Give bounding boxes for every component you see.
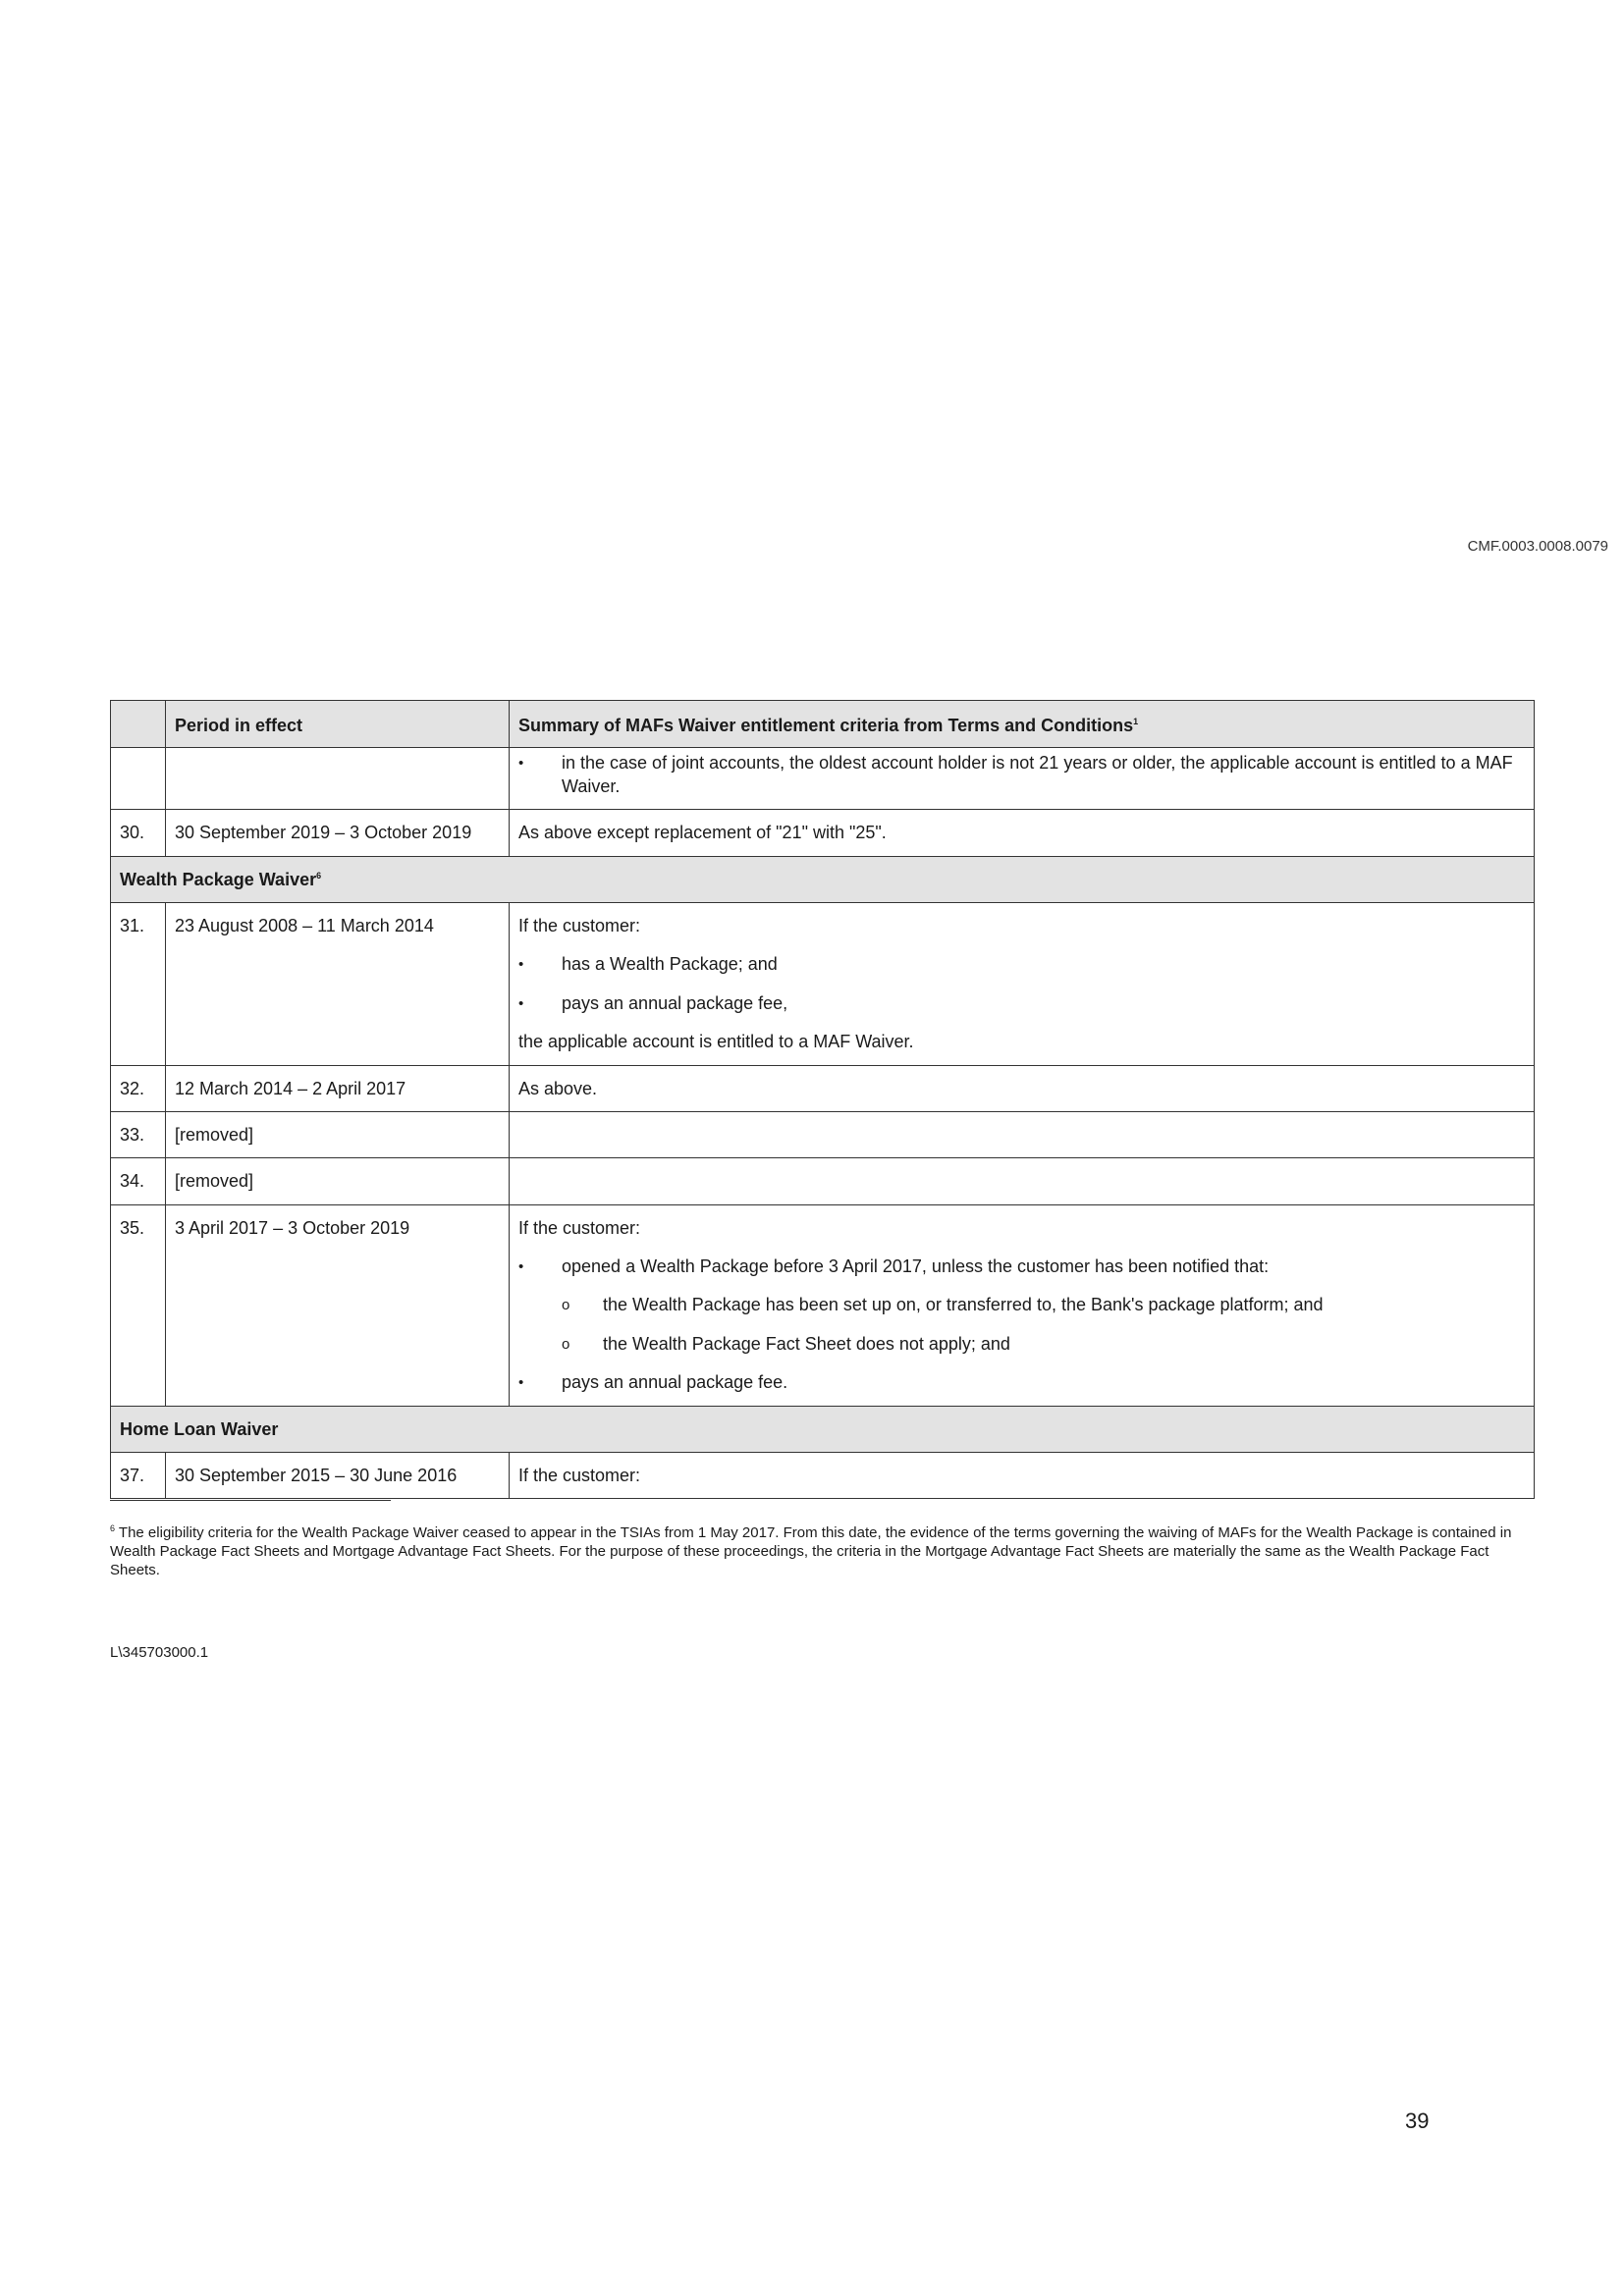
bullet-text: opened a Wealth Package before 3 April 2017, unless the customer has been notified that: bbox=[562, 1256, 1270, 1277]
period-cell: 3 April 2017 – 3 October 2019 bbox=[166, 1204, 510, 1406]
table-row-35 bbox=[111, 1204, 1535, 1406]
footnote-marker: 6 bbox=[110, 1523, 116, 1533]
sub-bullet-marker: o bbox=[562, 1297, 570, 1314]
period-cell: 30 September 2019 – 3 October 2019 bbox=[166, 810, 510, 856]
row-number-cell: 32. bbox=[111, 1065, 166, 1111]
table-header-row bbox=[111, 701, 1535, 748]
table-row-34 bbox=[111, 1158, 1535, 1204]
bullet-marker: • bbox=[518, 1258, 524, 1276]
row-number-cell: 37. bbox=[111, 1453, 166, 1499]
sub-bullet-item bbox=[562, 1294, 1525, 1316]
document-reference: L\345703000.1 bbox=[110, 1644, 209, 1661]
column-header-summary bbox=[510, 701, 1535, 748]
intro-text: If the customer: bbox=[518, 1217, 641, 1238]
bullet-text: has a Wealth Package; and bbox=[562, 954, 778, 975]
row-number-cell: 33. bbox=[111, 1111, 166, 1157]
bullet-marker: • bbox=[518, 755, 524, 773]
summary-cell bbox=[510, 1204, 1535, 1406]
table-row-33 bbox=[111, 1111, 1535, 1157]
waiver-criteria-table bbox=[110, 700, 1535, 1499]
bullet-item bbox=[518, 752, 1525, 798]
table-row-continued bbox=[111, 748, 1535, 810]
column-header-period: Period in effect bbox=[166, 701, 510, 748]
bullet-text: pays an annual package fee. bbox=[562, 1372, 788, 1393]
period-cell: [removed] bbox=[166, 1158, 510, 1204]
table-row-30 bbox=[111, 810, 1535, 856]
summary-cell bbox=[510, 902, 1535, 1065]
period-cell: 23 August 2008 – 11 March 2014 bbox=[166, 902, 510, 1065]
section-row-home-loan bbox=[111, 1406, 1535, 1452]
column-header-number bbox=[111, 701, 166, 748]
summary-cell: If the customer: bbox=[510, 1453, 1535, 1499]
bullet-item bbox=[518, 992, 1525, 1015]
summary-cell bbox=[510, 1158, 1535, 1204]
bullet-marker: • bbox=[518, 1374, 524, 1392]
bullet-item bbox=[518, 1255, 1525, 1278]
document-id: CMF.0003.0008.0079 bbox=[1467, 538, 1608, 555]
period-cell: [removed] bbox=[166, 1111, 510, 1157]
footnote-reference: 1 bbox=[1133, 717, 1139, 726]
bullet-marker: • bbox=[518, 994, 524, 1012]
bullet-marker: • bbox=[518, 956, 524, 974]
outro-text: the applicable account is entitled to a MAF Waiver. bbox=[518, 1032, 914, 1052]
row-number-cell: 34. bbox=[111, 1158, 166, 1204]
footnote-text: The eligibility criteria for the Wealth Package Waiver ceased to appear in the TSIAs from 1 May 2017. From this date, the evidence of the terms governing the waiving of MAFs for the Wealth Package is contained in Wealth Package Fact Sheets and Mortgage Advantage Fact Sheets. For the purpose of these proceedings, the criteria in the Mortgage Advantage Fact Sheets are materially the same as the Wealth Package Fact Sheets. bbox=[110, 1524, 1512, 1578]
bullet-text: in the case of joint accounts, the oldest account holder is not 21 years or older, the applicable account is entitled to a MAF Waiver. bbox=[562, 753, 1513, 796]
period-cell: 12 March 2014 – 2 April 2017 bbox=[166, 1065, 510, 1111]
period-cell: 30 September 2015 – 30 June 2016 bbox=[166, 1453, 510, 1499]
sub-bullet-marker: o bbox=[562, 1335, 570, 1353]
row-number-cell: 31. bbox=[111, 902, 166, 1065]
bullet-item bbox=[518, 953, 1525, 976]
section-heading: Home Loan Waiver bbox=[111, 1406, 1535, 1452]
section-row-wealth-package bbox=[111, 856, 1535, 902]
intro-text: If the customer: bbox=[518, 915, 641, 935]
sub-bullet-text: the Wealth Package has been set up on, or transferred to, the Bank's package platform; and bbox=[603, 1295, 1324, 1315]
summary-cell: As above except replacement of "21" with "25". bbox=[510, 810, 1535, 856]
section-title: Wealth Package Waiver bbox=[120, 869, 317, 889]
bullet-text: pays an annual package fee, bbox=[562, 992, 788, 1013]
period-cell bbox=[166, 748, 510, 810]
table-row-32 bbox=[111, 1065, 1535, 1111]
summary-cell bbox=[510, 748, 1535, 810]
row-number-cell: 35. bbox=[111, 1204, 166, 1406]
row-number-cell bbox=[111, 748, 166, 810]
table-row-31 bbox=[111, 902, 1535, 1065]
column-header-summary-label: Summary of MAFs Waiver entitlement criteria from Terms and Conditions bbox=[518, 716, 1134, 735]
summary-cell: As above. bbox=[510, 1065, 1535, 1111]
summary-cell bbox=[510, 1111, 1535, 1157]
sub-bullet-item bbox=[562, 1333, 1525, 1356]
footnote bbox=[110, 1524, 1535, 1579]
bullet-item bbox=[518, 1371, 1525, 1394]
table-row-37 bbox=[111, 1453, 1535, 1499]
sub-bullet-text: the Wealth Package Fact Sheet does not apply; and bbox=[603, 1333, 1010, 1354]
page-number: 39 bbox=[1405, 2109, 1430, 2133]
footnote-divider bbox=[110, 1500, 391, 1501]
section-heading bbox=[111, 856, 1535, 902]
row-number-cell: 30. bbox=[111, 810, 166, 856]
footnote-reference: 6 bbox=[316, 870, 322, 881]
